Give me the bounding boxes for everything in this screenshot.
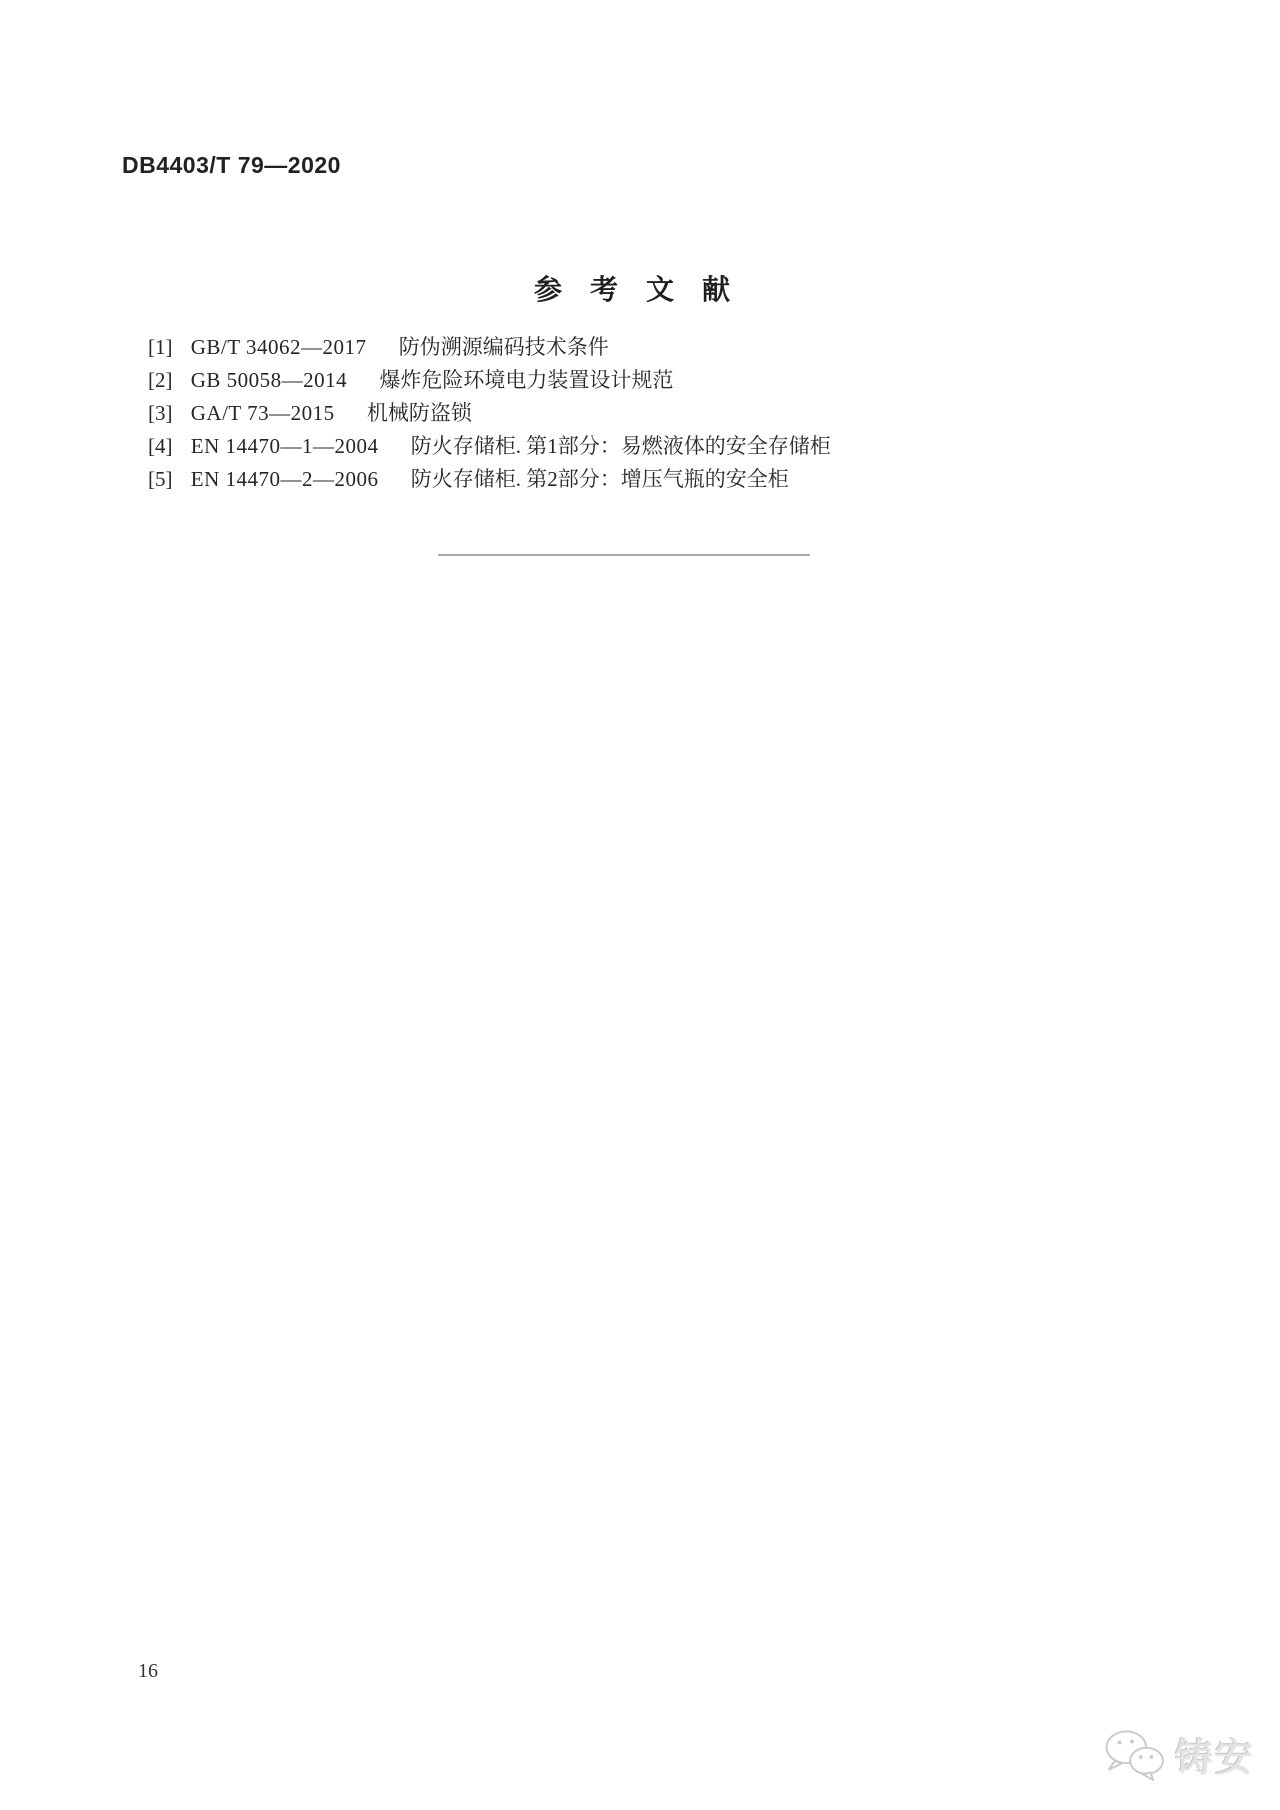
reference-title: 爆炸危险环境电力装置设计规范 (379, 368, 674, 392)
page-number: 16 (138, 1660, 158, 1682)
reference-item (148, 397, 831, 430)
reference-title: 机械防盗锁 (366, 401, 472, 425)
reference-code: GA/T 73—2015 (190, 401, 335, 425)
reference-code: GB 50058—2014 (190, 368, 348, 392)
reference-number: [1] (148, 335, 173, 359)
publisher-watermark (1103, 1727, 1255, 1782)
references-section-title: 参 考 文 献 (533, 274, 730, 305)
reference-number: [4] (148, 434, 173, 458)
reference-title: 防火存储柜. 第2部分：增压气瓶的安全柜 (410, 467, 789, 491)
reference-number: [3] (148, 401, 173, 425)
reference-title: 防伪溯源编码技术条件 (398, 335, 609, 359)
reference-code: GB/T 34062—2017 (190, 335, 367, 359)
watermark-brand-text: 铸安 (1175, 1738, 1256, 1780)
reference-code: EN 14470—2—2006 (190, 467, 379, 491)
reference-item (148, 364, 831, 397)
reference-item (148, 430, 831, 463)
reference-item (148, 463, 831, 496)
reference-code: EN 14470—1—2004 (190, 434, 379, 458)
reference-number: [5] (148, 467, 173, 491)
standard-number-header: DB4403/T 79—2020 (122, 152, 341, 178)
wechat-icon (1103, 1729, 1167, 1781)
reference-item (148, 331, 831, 364)
section-end-rule (438, 554, 810, 556)
references-list (148, 331, 831, 496)
reference-title: 防火存储柜. 第1部分：易燃液体的安全存储柜 (410, 434, 831, 458)
reference-number: [2] (148, 368, 173, 392)
